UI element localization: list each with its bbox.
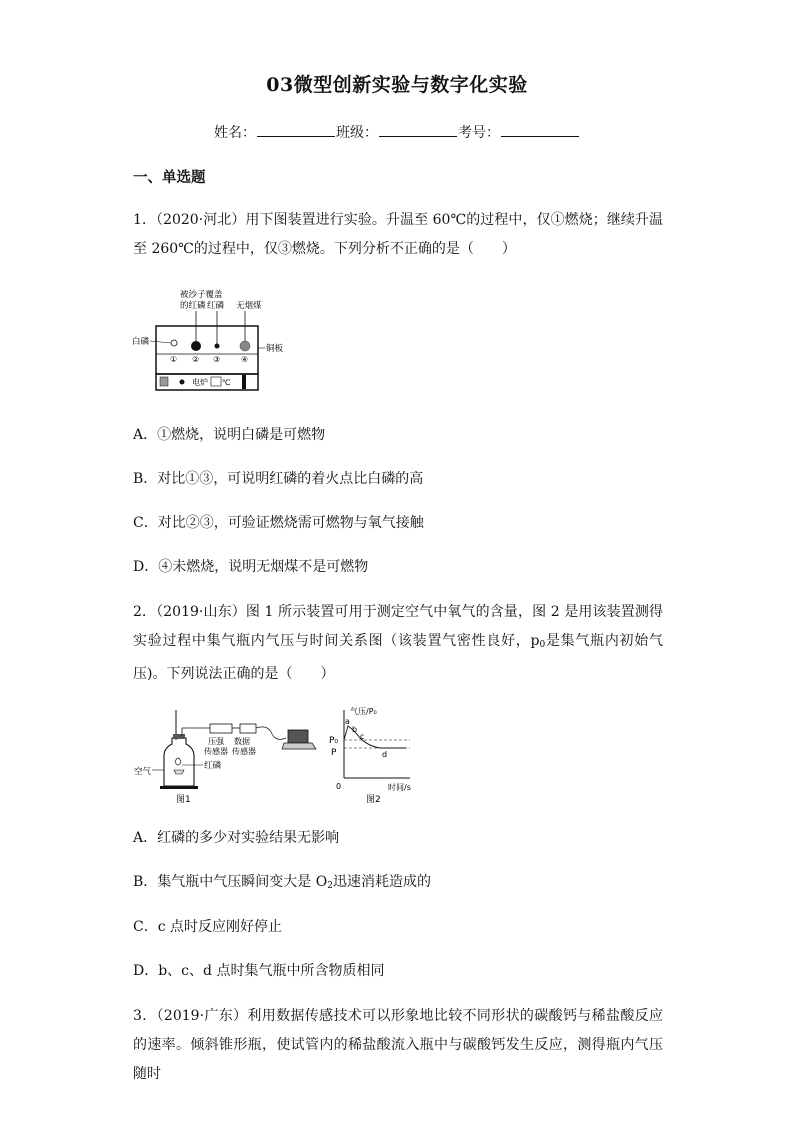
question-2-option-c[interactable]: C．c 点时反应刚好停止 [133, 919, 283, 935]
question-2-option-a[interactable]: A．红磷的多少对实验结果无影响 [133, 830, 340, 846]
name-blank[interactable] [257, 123, 335, 137]
label-red-phosphorus: 红磷 [207, 301, 225, 311]
question-1-option-a[interactable]: A．①燃烧，说明白磷是可燃物 [133, 427, 326, 443]
name-label: 姓名： [214, 125, 256, 141]
label-white-phosphorus: 白磷 [132, 337, 150, 347]
origin-label: 0 [336, 782, 342, 791]
o2-subscript: 2 [327, 881, 333, 891]
question-1-option-b[interactable]: B．对比①③，可说明红磷的着火点比白磷的高 [133, 471, 424, 487]
question-1-option-c[interactable]: C．对比②③，可验证燃烧需可燃物与氧气接触 [133, 515, 424, 531]
exam-number-blank[interactable] [501, 123, 579, 137]
question-2-stem [133, 598, 663, 689]
gas-collection-bottle [164, 738, 194, 786]
question-2-option-d[interactable]: D．b、c、d 点时集气瓶中所含物质相同 [133, 963, 385, 979]
data-cable [256, 727, 286, 739]
label-pressure: 压强 [208, 737, 224, 746]
sand-covered-red-phosphorus-dot [191, 341, 201, 351]
label-celsius: ℃ [222, 378, 231, 387]
anthracite-dot [240, 341, 250, 351]
laptop-base [282, 743, 316, 749]
label-sand-covered: 被沙子覆盖 [180, 290, 223, 300]
label-air: 空气 [134, 767, 152, 777]
label-copper-plate: 铜板 [266, 344, 284, 354]
laptop-screen [288, 730, 308, 743]
label-sand-covered-2: 的红磷 [180, 301, 206, 311]
label-sensor-2: 传感器 [232, 747, 256, 756]
point-a: a [345, 717, 350, 726]
figure-1-label: 图1 [176, 795, 191, 805]
white-phosphorus-dot [171, 340, 177, 346]
label-anthracite: 无烟煤 [236, 301, 262, 311]
label-red-phosphorus: 红磷 [204, 761, 222, 771]
num-4: ④ [241, 355, 249, 364]
num-1: ① [170, 355, 178, 364]
figure-2-label: 图2 [366, 795, 381, 805]
num-3: ③ [213, 355, 221, 364]
p0-subscript: 0 [539, 640, 546, 650]
question-2-stem-part-a: 2．（2019·山东）图 1 所示装置可用于测定空气中氧气的含量，图 2 是用该装置测得实验过程中集气瓶内气压与时间关系图（该装置气密性良好，p [133, 604, 663, 649]
label-sensor: 传感器 [204, 747, 228, 756]
x-axis-label: 时间/s [388, 783, 411, 792]
data-sensor [240, 724, 256, 733]
question-2-figure [130, 698, 420, 810]
option-b-text-pre: B．集气瓶中气压瞬间变大是 O [133, 874, 328, 890]
exam-number-label: 考号： [458, 125, 500, 141]
class-blank[interactable] [379, 123, 457, 137]
question-2-option-b[interactable] [133, 871, 431, 891]
document-title: 03微型创新实验与数字化实验 [266, 74, 528, 96]
point-b: b [352, 725, 358, 734]
student-info-line [0, 122, 794, 142]
p-label: P [331, 748, 337, 758]
point-c: c [360, 732, 365, 741]
pressure-sensor [210, 724, 232, 733]
p0-label: P₀ [329, 736, 339, 746]
option-b-text-post: 迅速消耗造成的 [332, 874, 431, 890]
label-data: 数据 [234, 737, 250, 746]
label-electric-stove: 电炉 [192, 378, 208, 387]
num-2: ② [192, 355, 200, 364]
question-1-figure [130, 286, 370, 396]
y-axis-label: 气压/P₀ [350, 707, 377, 716]
section-heading: 一、单选题 [133, 170, 206, 186]
question-1-option-d[interactable]: D．④未燃烧，说明无烟煤不是可燃物 [133, 559, 369, 575]
question-1-stem: 1．（2020·河北）用下图装置进行实验。升温至 60℃的过程中，仅①燃烧；继续升温至 260℃的过程中，仅③燃烧。下列分析不正确的是（ ） [133, 212, 663, 257]
class-label: 班级： [336, 125, 378, 141]
point-d: d [382, 750, 388, 759]
red-phosphorus-dot [215, 344, 220, 349]
question-2-stem-part-b: 是集气瓶内初始气压)。下列说法正确的是（ ） [133, 633, 664, 682]
question-3-stem: 3．（2019·广东）利用数据传感技术可以形象地比较不同形状的碳酸钙与稀盐酸反应的速率。倾斜锥形瓶，使试管内的稀盐酸流入瓶中与碳酸钙发生反应，测得瓶内气压随时 [133, 1008, 663, 1082]
